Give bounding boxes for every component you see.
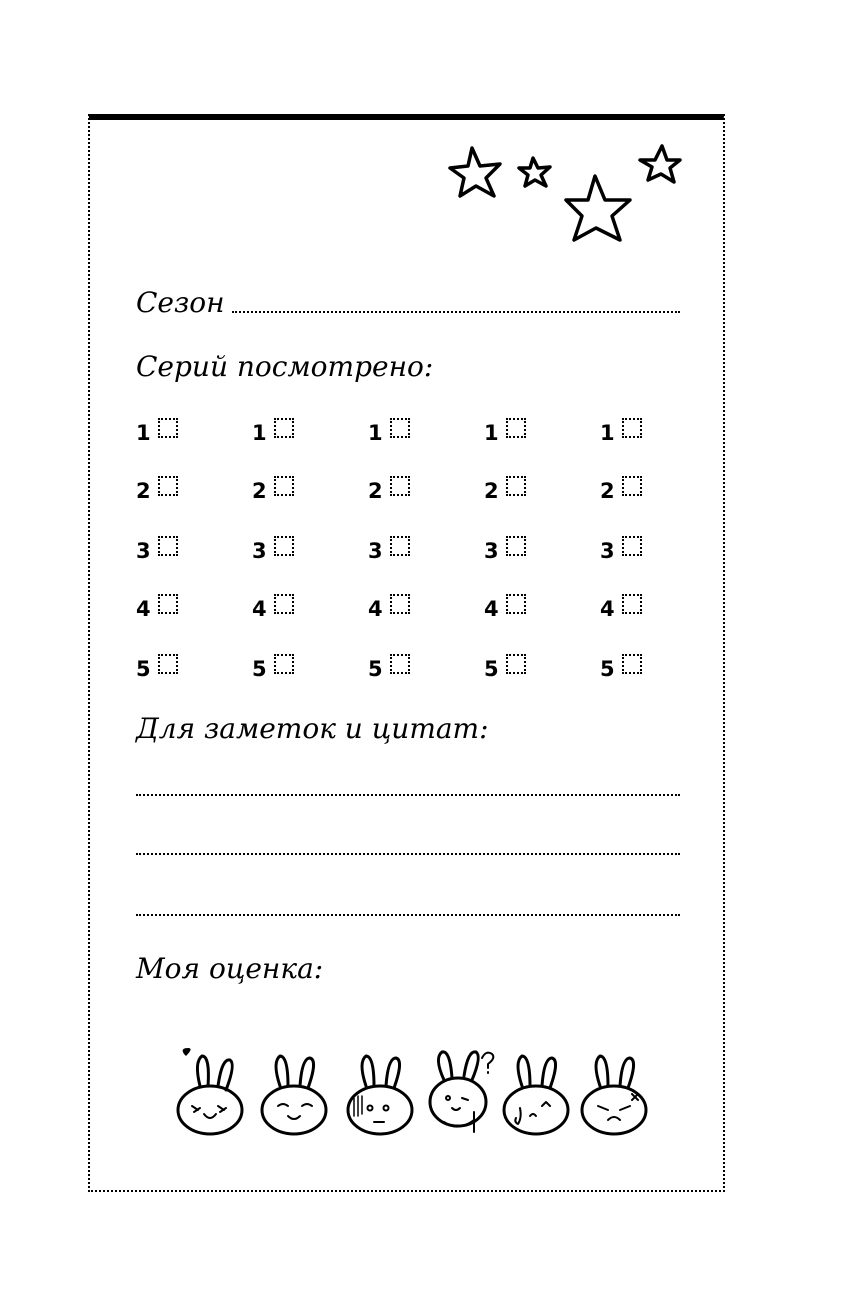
- episode-item[interactable]: [252, 476, 294, 506]
- episode-checkbox[interactable]: [390, 418, 410, 438]
- episode-item[interactable]: [136, 594, 178, 624]
- bunny-happy-icon: [262, 1056, 326, 1134]
- episodes-label: Серий посмотрено:: [136, 350, 434, 383]
- notes-line[interactable]: [136, 794, 680, 796]
- episode-item[interactable]: [136, 476, 178, 506]
- bunny-laughing-icon: [178, 1048, 242, 1134]
- rating-label: Моя оценка:: [136, 952, 324, 985]
- episode-number: 5: [252, 657, 267, 681]
- episode-checkbox[interactable]: [622, 536, 642, 556]
- episode-checkbox[interactable]: [274, 594, 294, 614]
- episode-item[interactable]: [136, 418, 178, 448]
- star-icon: [450, 148, 500, 196]
- episode-item[interactable]: [600, 476, 642, 506]
- episode-number: 1: [600, 421, 615, 445]
- episode-checkbox[interactable]: [274, 418, 294, 438]
- episode-item[interactable]: [136, 536, 178, 566]
- episode-checkbox[interactable]: [622, 594, 642, 614]
- episode-checkbox[interactable]: [158, 594, 178, 614]
- episode-checkbox[interactable]: [158, 418, 178, 438]
- episode-item[interactable]: [484, 476, 526, 506]
- episode-number: 1: [484, 421, 499, 445]
- episode-number: 4: [600, 597, 615, 621]
- episode-checkbox[interactable]: [390, 654, 410, 674]
- episode-number: 5: [136, 657, 151, 681]
- episode-item[interactable]: [484, 594, 526, 624]
- episode-item[interactable]: [600, 536, 642, 566]
- episode-item[interactable]: [368, 418, 410, 448]
- episode-number: 4: [368, 597, 383, 621]
- episode-item[interactable]: [368, 594, 410, 624]
- episode-number: 1: [252, 421, 267, 445]
- episode-number: 5: [484, 657, 499, 681]
- season-input-line[interactable]: [232, 311, 680, 313]
- episode-checkbox[interactable]: [274, 536, 294, 556]
- episode-item[interactable]: [252, 536, 294, 566]
- episode-number: 1: [136, 421, 151, 445]
- episode-checkbox[interactable]: [390, 594, 410, 614]
- episode-item[interactable]: [252, 594, 294, 624]
- episode-number: 5: [600, 657, 615, 681]
- episode-checkbox[interactable]: [390, 476, 410, 496]
- episode-checkbox[interactable]: [622, 476, 642, 496]
- episode-checkbox[interactable]: [506, 536, 526, 556]
- episode-number: 2: [484, 479, 499, 503]
- episode-number: 4: [136, 597, 151, 621]
- episode-checkbox[interactable]: [158, 654, 178, 674]
- star-icon: [640, 146, 680, 182]
- episode-item[interactable]: [368, 654, 410, 684]
- bunny-shocked-icon: [348, 1056, 412, 1134]
- notes-label: Для заметок и цитат:: [136, 712, 489, 745]
- episode-number: 2: [252, 479, 267, 503]
- episode-item[interactable]: [600, 594, 642, 624]
- episode-number: 3: [136, 539, 151, 563]
- episode-checkbox[interactable]: [274, 476, 294, 496]
- episode-number: 3: [368, 539, 383, 563]
- episode-item[interactable]: [252, 418, 294, 448]
- episode-number: 1: [368, 421, 383, 445]
- bunny-confused-icon: [430, 1052, 493, 1132]
- episode-item[interactable]: [368, 536, 410, 566]
- episode-checkbox[interactable]: [390, 536, 410, 556]
- star-icon: [566, 176, 630, 240]
- rating-faces: [172, 1046, 652, 1136]
- episode-number: 2: [136, 479, 151, 503]
- episode-item[interactable]: [484, 418, 526, 448]
- episode-checkbox[interactable]: [506, 594, 526, 614]
- episode-checkbox[interactable]: [158, 536, 178, 556]
- episode-number: 4: [252, 597, 267, 621]
- episode-item[interactable]: [600, 418, 642, 448]
- episode-number: 3: [252, 539, 267, 563]
- bunny-crying-icon: [504, 1056, 568, 1134]
- episode-checkbox[interactable]: [158, 476, 178, 496]
- episode-item[interactable]: [600, 654, 642, 684]
- bunny-angry-icon: [582, 1056, 646, 1134]
- episode-checkbox[interactable]: [274, 654, 294, 674]
- episode-number: 3: [484, 539, 499, 563]
- season-label: Сезон: [136, 286, 225, 319]
- notes-line[interactable]: [136, 853, 680, 855]
- episode-number: 3: [600, 539, 615, 563]
- episode-number: 5: [368, 657, 383, 681]
- episode-item[interactable]: [368, 476, 410, 506]
- episode-checkbox[interactable]: [622, 418, 642, 438]
- episode-number: 2: [600, 479, 615, 503]
- episode-number: 2: [368, 479, 383, 503]
- episode-checkbox[interactable]: [622, 654, 642, 674]
- episode-item[interactable]: [136, 654, 178, 684]
- episode-checkbox[interactable]: [506, 418, 526, 438]
- episode-number: 4: [484, 597, 499, 621]
- episode-checkbox[interactable]: [506, 476, 526, 496]
- episode-item[interactable]: [484, 536, 526, 566]
- episodes-grid: [136, 418, 696, 718]
- stars-decoration: [440, 136, 690, 256]
- notes-line[interactable]: [136, 914, 680, 916]
- episode-checkbox[interactable]: [506, 654, 526, 674]
- star-icon: [519, 158, 550, 186]
- episode-item[interactable]: [252, 654, 294, 684]
- episode-item[interactable]: [484, 654, 526, 684]
